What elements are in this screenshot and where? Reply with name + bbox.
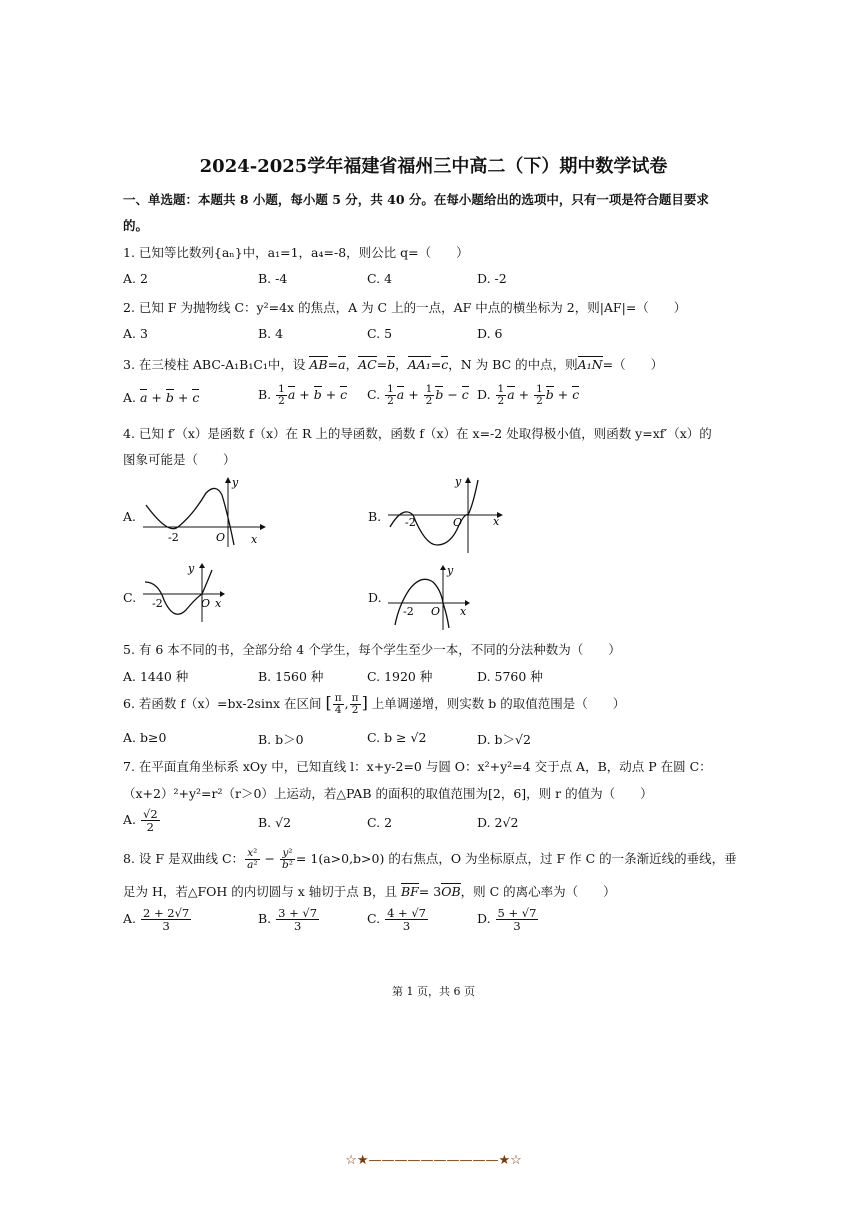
q5-option-a: A. 1440 种	[123, 669, 189, 684]
q4-d-axis-x: x	[460, 605, 467, 618]
q5-option-c: C. 1920 种	[367, 669, 433, 684]
q8-option-c: C. $\frac{4 + √7}{3}$	[367, 906, 426, 934]
q1-option-a: A. 2	[123, 271, 148, 286]
q8-stem-line2: 足为 H，若△FOH 的内切圆与 x 轴切于点 B，且 BF= 3OB，则 C 的离心率为（ ）	[123, 884, 616, 899]
q4-c-origin: O	[201, 597, 211, 610]
q3-option-b: B. $\frac{1}{2}$ a + b + c	[258, 383, 348, 408]
q4-option-a-label: A.	[123, 509, 137, 524]
q2-option-d: D. 6	[477, 326, 503, 341]
q1-option-c: C. 4	[367, 271, 393, 286]
q4-graph-c	[140, 560, 230, 630]
q4-b-axis-y: y	[455, 475, 462, 488]
q8-option-d: D. $\frac{5 + √7}{3}$	[477, 906, 537, 934]
q4-option-c-label: C.	[123, 590, 137, 605]
q4-a-tick: -2	[168, 531, 179, 544]
vector-ob: OB	[441, 884, 461, 899]
q6-option-d: D. b＞√2	[477, 732, 531, 747]
q5-stem: 5. 有 6 本不同的书，全部分给 4 个学生，每个学生至少一本，不同的分法种数为（ ）	[123, 642, 621, 657]
q7-option-a: A. $\frac{√2}{2}$	[123, 807, 158, 835]
vector-ab: AB	[309, 357, 328, 372]
q4-c-tick: -2	[152, 597, 163, 610]
q4-graph-d	[385, 560, 475, 632]
q4-c-axis-x: x	[215, 597, 222, 610]
q1-option-b: B. -4	[258, 271, 288, 286]
q8-option-a: A. $\frac{2 + 2√7}{3}$	[123, 906, 190, 934]
vector-aa1: AA₁	[407, 357, 431, 372]
q8-stem-part-1a: 8. 设 F 是双曲线 C：	[123, 851, 245, 867]
q6-stem-part-a: 6. 若函数 f（x）=bx-2sinx 在区间	[123, 696, 322, 712]
q4-b-origin: O	[453, 516, 463, 529]
vector-b: b	[387, 357, 396, 372]
q1-option-d: D. -2	[477, 271, 507, 286]
q8-option-b: B. $\frac{3 + √7}{3}$	[258, 906, 318, 934]
decorative-star-divider: ☆★——————————★☆	[345, 1153, 522, 1168]
q3-stem-part-c: =（ ）	[602, 357, 664, 372]
q4-option-d-label: D.	[368, 590, 382, 605]
q2-option-c: C. 5	[367, 326, 393, 341]
q4-c-axis-y: y	[188, 562, 195, 575]
q4-stem-line2: 图象可能是（ ）	[123, 452, 236, 467]
q7-option-d: D. 2√2	[477, 815, 519, 830]
q5-option-d: D. 5760 种	[477, 669, 543, 684]
q7-stem-line2: （x+2）²+y²=r²（r＞0）上运动，若△PAB 的面积的取值范围为[2，6]，则 r 的值为（ ）	[123, 786, 653, 801]
q3-stem-part-a: 3. 在三棱柱 ABC-A₁B₁C₁中，设	[123, 357, 306, 372]
vector-ac: AC	[358, 357, 377, 372]
q3-stem: 3. 在三棱柱 ABC-A₁B₁C₁中，设 AB=a，AC=b，AA₁=c，N 为 BC 的中点，则A₁N=（ ）	[123, 357, 664, 372]
q5-option-b: B. 1560 种	[258, 669, 324, 684]
q4-graph-a	[138, 475, 268, 550]
q3-option-d: D. $\frac{1}{2}$ a + $\frac{1}{2}$ b + c	[477, 383, 580, 408]
q8-stem-part-1b: = 1(a>0,b>0) 的右焦点，O 为坐标原点，过 F 作 C 的一条渐近线的垂线，垂	[295, 851, 737, 867]
vector-a: a	[338, 357, 346, 372]
q3-option-c: C. $\frac{1}{2}$ a + $\frac{1}{2}$ b − c	[367, 383, 469, 408]
section-heading-line1: 一、单选题：本题共 8 小题，每小题 5 分，共 40 分。在每小题给出的选项中，只有一项是符合题目要求	[123, 192, 709, 207]
q6-stem: 6. 若函数 f（x）=bx-2sinx 在区间 [ $\frac{\pi}{4}$ , $\frac{\pi}{2}$ ] 上单调递增，则实数 b 的取值范围是（ ）	[123, 692, 626, 717]
vector-a1n: A₁N	[577, 357, 603, 372]
q4-a-axis-y: y	[232, 476, 239, 489]
q4-b-tick: -2	[405, 516, 416, 529]
q8-stem-part-2a: 足为 H，若△FOH 的内切圆与 x 轴切于点 B，且	[123, 884, 397, 899]
q8-stem-line1: 8. 设 F 是双曲线 C： $\frac{\text{x²}}{\text{a²}}$ − $\frac{\text{y²}}{\text{b²}}$ = 1(a>0,b>0) 的右焦点，O 为坐标原点，过 F 作 C 的一条渐近线的垂线，垂	[123, 847, 737, 872]
q3-option-a: A. a + b + c	[123, 390, 200, 405]
q4-graph-b	[385, 475, 510, 555]
q8-stem-part-2c: ，则 C 的离心率为（ ）	[460, 884, 616, 899]
q2-option-a: A. 3	[123, 326, 148, 341]
q2-option-b: B. 4	[258, 326, 284, 341]
q7-option-b: B. √2	[258, 815, 292, 830]
q6-stem-part-b: 上单调递增，则实数 b 的取值范围是（ ）	[371, 696, 626, 712]
page-footer: 第 1 页，共 6 页	[392, 985, 475, 998]
q6-option-a: A. b≥0	[123, 730, 167, 745]
q4-b-axis-x: x	[493, 515, 500, 528]
q4-option-b-label: B.	[368, 509, 382, 524]
q4-a-origin: O	[216, 531, 226, 544]
q4-stem-line1: 4. 已知 f′（x）是函数 f（x）在 R 上的导函数，函数 f（x）在 x=-2 处取得极小值，则函数 y=xf′（x）的	[123, 426, 712, 441]
section-heading-line2: 的。	[123, 218, 149, 233]
q4-d-axis-y: y	[447, 564, 454, 577]
q2-stem: 2. 已知 F 为抛物线 C：y²=4x 的焦点，A 为 C 上的一点，AF 中点的横坐标为 2，则|AF|=（ ）	[123, 300, 687, 315]
vector-c: c	[441, 357, 449, 372]
q4-a-axis-x: x	[251, 533, 258, 546]
vector-bf: BF	[400, 884, 419, 899]
page-title: 2024-2025学年福建省福州三中高二（下）期中数学试卷	[199, 156, 668, 177]
q4-d-tick: -2	[403, 605, 414, 618]
q1-stem: 1. 已知等比数列{aₙ}中，a₁=1，a₄=-8，则公比 q=（ ）	[123, 245, 469, 260]
q3-stem-part-b: ，N 为 BC 的中点，则	[448, 357, 578, 372]
q6-option-c: C. b ≥ √2	[367, 730, 427, 745]
q4-d-origin: O	[431, 605, 441, 618]
q7-stem-line1: 7. 在平面直角坐标系 xOy 中，已知直线 l：x+y-2=0 与圆 O：x²+y²=4 交于点 A，B，动点 P 在圆 C：	[123, 759, 712, 774]
q6-option-b: B. b＞0	[258, 732, 304, 747]
q7-option-c: C. 2	[367, 815, 393, 830]
